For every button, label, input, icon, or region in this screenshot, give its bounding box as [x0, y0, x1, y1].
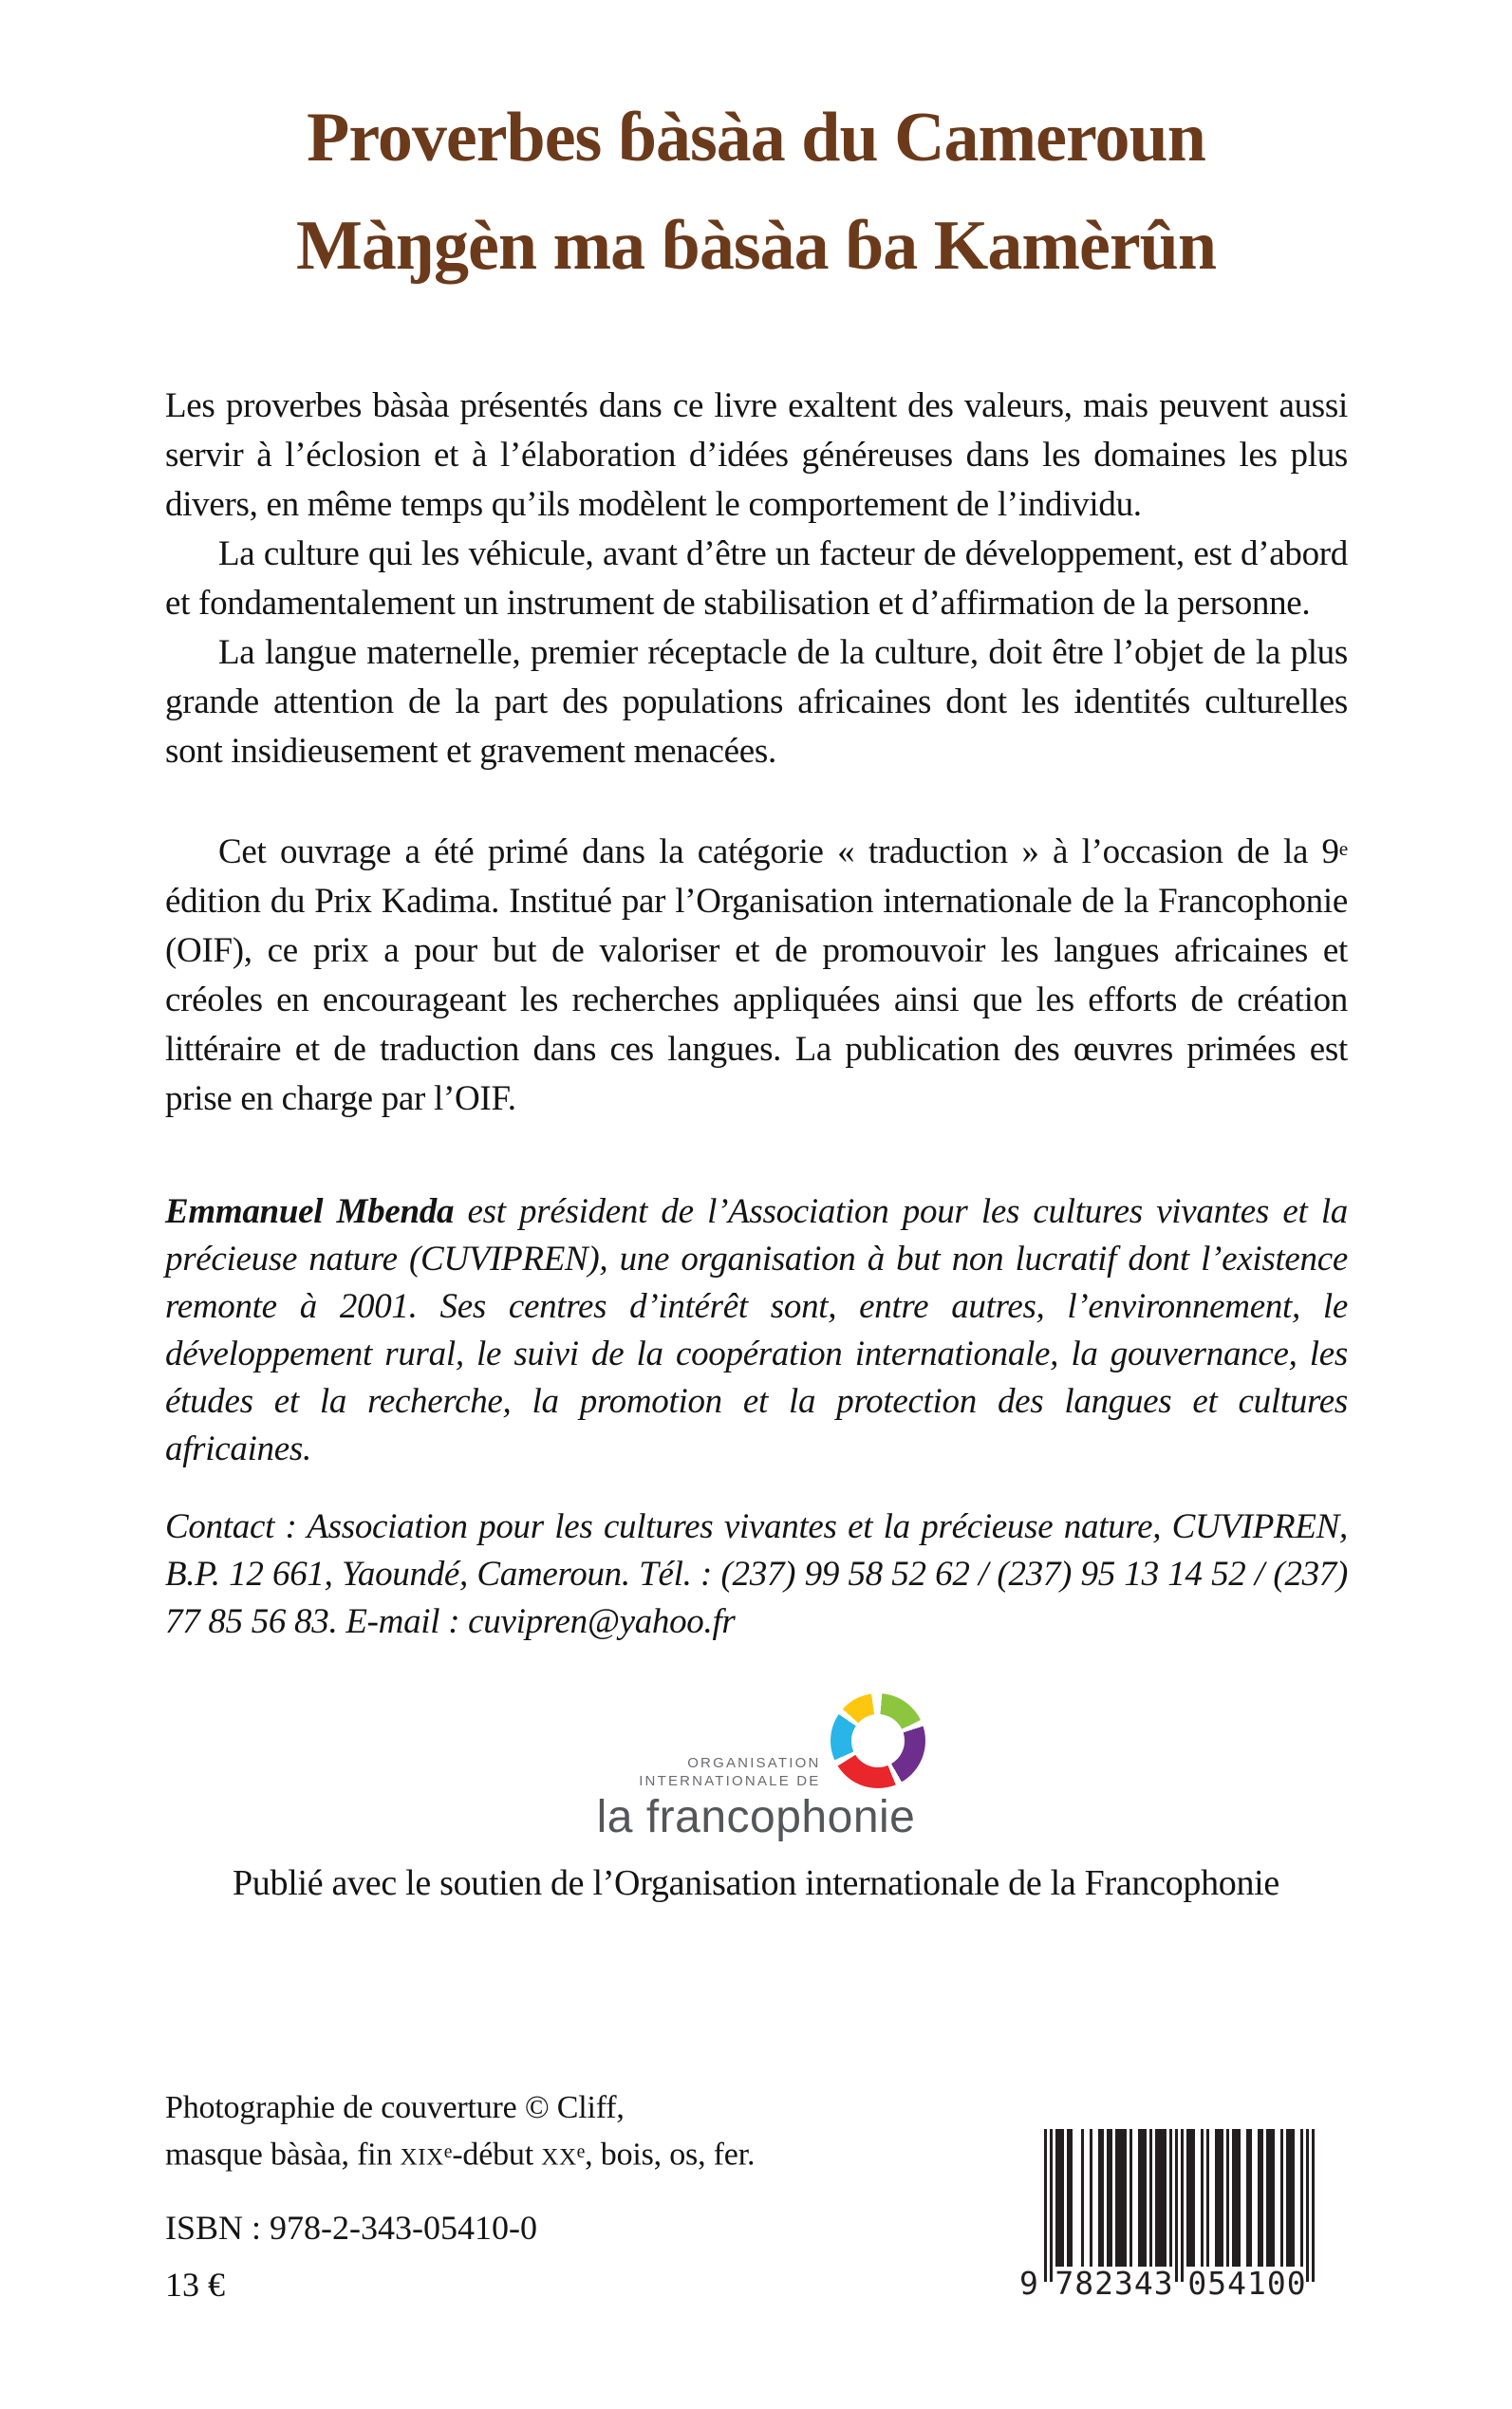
barcode [1019, 2129, 1315, 2302]
oif-org-line-2: INTERNATIONALE DE [639, 1773, 821, 1789]
author-bio [165, 1188, 1348, 1646]
credit-line-1: Photographie de couverture © Cliff, [165, 2090, 625, 2125]
barcode-digits-left: 782343 [1055, 2265, 1174, 2302]
support-note: Publié avec le soutien de l’Organisation internationale de la Francophonie [232, 1863, 1280, 1903]
roman-numeral-xix: XIX [400, 2144, 444, 2171]
barcode-digit-first: 9 [1019, 2265, 1038, 2302]
roman-numeral-xx: XX [541, 2144, 577, 2171]
price: 13 € [165, 2266, 225, 2304]
oif-logo [0, 1693, 1512, 1845]
century-superscript-1: e [443, 2141, 453, 2162]
oif-logo-box [586, 1693, 927, 1845]
synopsis-paragraph-1: Les proverbes bàsàa présentés dans ce livre exaltent des valeurs, mais peuvent aussi servir à l’éclosion et à l’élaboration d’idées généreuses dans les domaines les plus divers, en même temps qu’ils modèlent le comportement de l’individu. [165, 386, 1348, 524]
credit-line-2-mid: -début [452, 2137, 542, 2173]
oif-org-line-1: ORGANISATION [687, 1755, 821, 1771]
title-line-2: Màŋgèn ma ɓàsàa ɓa Kamèrûn [296, 207, 1216, 285]
title-line-1: Proverbes ɓàsàa du Cameroun [307, 99, 1205, 177]
synopsis-paragraph-3: La langue maternelle, premier réceptacle de la culture, doit être l’objet de la plus grande attention de la part des populations africaines dont les identités culturelles sont insidieusement et gravement menacées. [165, 633, 1348, 771]
century-superscript-2: e [576, 2141, 586, 2162]
author-bio-paragraph [165, 1188, 1348, 1473]
cover-photo-credit [165, 2086, 755, 2179]
book-title [0, 84, 1512, 300]
oif-org-name [639, 1754, 820, 1790]
oif-wordmark: la francophonie [596, 1792, 916, 1842]
barcode-digits-right: 054100 [1187, 2265, 1307, 2302]
award-text-end: édition du Prix Kadima. Institué par l’Organisation internationale de la Francophonie (OIF), ce prix a pour but de valoriser et de promouvoir les langues africaines et créoles en encourageant les recherches appliquées ainsi que les efforts de création littéraire et de traduction dans ces langues. La publication des œuvres primées est prise en charge par l’OIF. [165, 882, 1348, 1119]
synopsis [165, 382, 1348, 1124]
credit-line-2 [165, 2130, 755, 2179]
award-paragraph [165, 824, 1348, 1124]
oif-ring-icon [831, 1693, 925, 1788]
author-name: Emmanuel Mbenda [165, 1192, 455, 1231]
credit-line-2-end: , bois, os, fer. [585, 2137, 756, 2173]
contact-info: Contact : Association pour les cultures vivantes et la précieuse nature, CUVIPREN, B.P. 12 661, Yaoundé, Cameroun. Tél. : (237) 99 58 52 62 / (237) 95 13 14 52 / (237) 77 85 56 83. E-mail : cuvipren@yahoo.fr [165, 1507, 1348, 1641]
author-bio-text: est président de l’Association pour les cultures vivantes et la précieuse nature (CUVIPREN), une organisation à but non lucratif dont l’existence remonte à 2001. Ses centres d’intérêt sont, entre autres, l’environnement, le développement rural, le suivi de la coopération internationale, la gouvernance, les études et la recherche, la promotion et la protection des langues et cultures africaines. [165, 1192, 1349, 1468]
ordinal-superscript: e [1338, 837, 1348, 860]
synopsis-paragraph-2: La culture qui les véhicule, avant d’être un facteur de développement, est d’abord et fondamentalement un instrument de stabilisation et d’affirmation de la personne. [165, 534, 1348, 623]
credit-line-2-text: masque bàsàa, fin [165, 2137, 401, 2173]
isbn: ISBN : 978-2-343-05410-0 [165, 2209, 537, 2247]
award-text-start: Cet ouvrage a été primé dans la catégorie « traduction » à l’occasion de la 9 [218, 832, 1339, 872]
